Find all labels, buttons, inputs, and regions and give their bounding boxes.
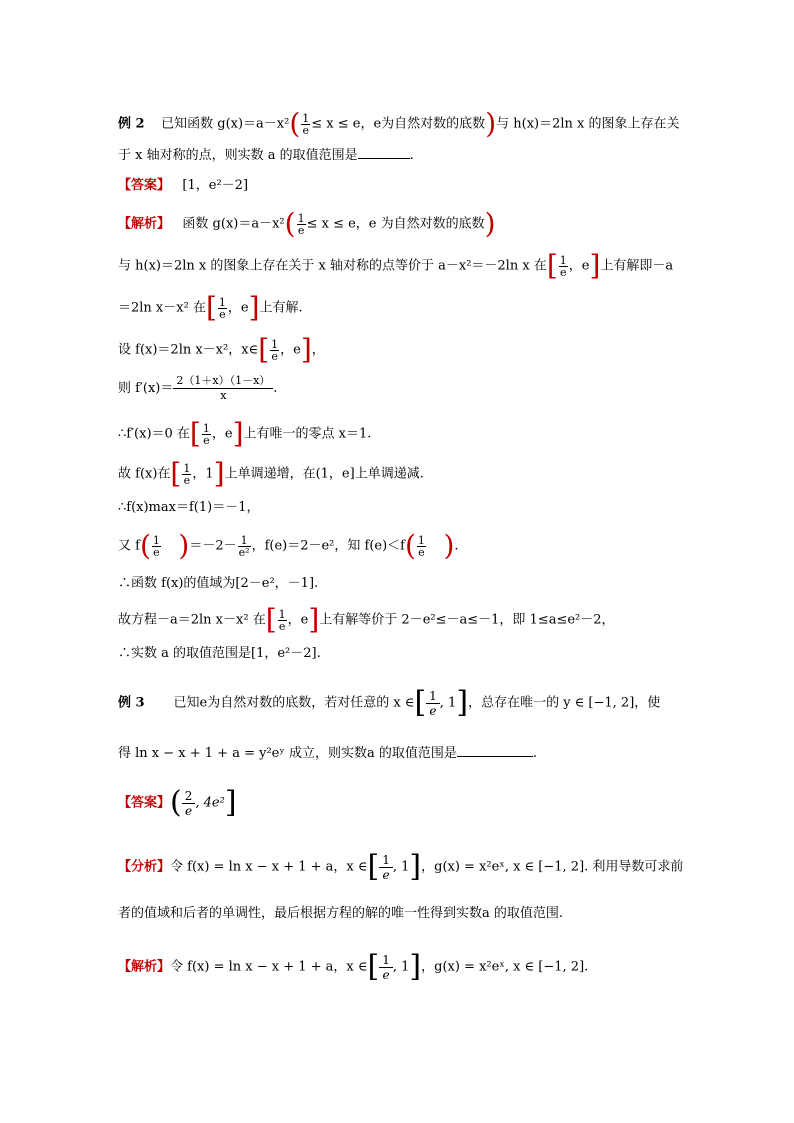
answer-value: [1，e²－2] [182, 178, 249, 193]
ex3-analysis-line2: 者的值域和后者的单调性，最后根据方程的解的唯一性得到实数a 的取值范围. [118, 906, 564, 921]
ex2-analysis-line5: 则 f′(x)＝ $\frac{2(1+x)(1-x)}{x}$ . [118, 374, 278, 402]
ex2-analysis-line6: ∴f′(x)＝0 在[ $\frac{1}{e}$ ，e]上有唯一的零点 x＝1. [118, 417, 372, 450]
ex3-analysis-line1: 【分析】令 f(x) = ln x − x + 1 + a，x ∈[ $\frac{1}{e}$ , 1]，g(x) = x²eˣ, x ∈ [−1, 2]. 利用导数可求前 [118, 849, 684, 884]
ex2-label: 例 2 [118, 116, 145, 132]
ex2-analysis-line1: 【解析】 函数 g(x)＝a－x²( $\frac{1}{e}$ ≤ x ≤ e，e 为自然对数的底数) [118, 207, 496, 240]
ex2-answer [118, 176, 248, 196]
ex2-analysis-line9: 又 f( $\frac{1}{e}$ )＝－2－ $\frac{1}{\text{e²}}$ ，f(e)＝2－e²，知 f(e)＜f( $\frac{1}{e}$ ). [118, 529, 459, 562]
ex2-analysis-line4: 设 f(x)＝2ln x－x²，x∈[ $\frac{1}{e}$ ，e]， [118, 333, 325, 366]
answer-blank [358, 144, 410, 159]
ex2-analysis-line12: ∴实数 a 的取值范围是[1，e²－2]. [118, 646, 321, 661]
answer-blank [457, 742, 533, 757]
ex3-question-line2: 得 ln x − x + 1 + a = y²eʸ 成立，则实数a 的取值范围是 . [118, 742, 537, 764]
ex2-analysis-line8: ∴f(x)max＝f(1)＝－1， [118, 500, 260, 515]
analysis-label: 【解析】 [118, 216, 171, 232]
ex2-q-cond: ≤ x ≤ e，e为自然对数的底数 [311, 116, 486, 132]
ex2-q-prefix: 已知函数 g(x)＝a－x² [161, 116, 290, 132]
ex2-analysis-line2: 与 h(x)＝2ln x 的图象上存在关于 x 轴对称的点等价于 a－x²＝－2ln x 在[ $\frac{1}{e}$ ，e]上有解即－a [118, 249, 674, 282]
ex2-question-line1: 例 2 已知函数 g(x)＝a－x²( $\frac{1}{e}$ ≤ x ≤ e，e为自然对数的底数)与 h(x)＝2ln x 的图象上存在关 [118, 107, 680, 140]
ex3-solution-line1: 【解析】令 f(x) = ln x − x + 1 + a，x ∈[ $\frac{1}{e}$ , 1]，g(x) = x²eˣ, x ∈ [−1, 2]. [118, 949, 589, 984]
ex2-analysis-line3: ＝2ln x－x² 在[ $\frac{1}{e}$ ，e]上有解. [118, 291, 303, 324]
ex2-analysis-line7: 故 f(x)在[ $\frac{1}{e}$ ，1]上单调递增，在(1，e]上单调递减. [118, 457, 424, 490]
ex3-label: 例 3 [118, 695, 145, 711]
ex3-answer: 【答案】( $\frac{2}{e}$ , 4e²] [118, 785, 237, 820]
ex3-question-line1: 例 3 已知e为自然对数的底数，若对任意的 x ∈[ $\frac{1}{e}$ , 1]，总存在唯一的 y ∈ [−1, 2]，使 [118, 685, 661, 720]
ex2-analysis-line10: ∴函数 f(x)的值域为[2－e²，－1]. [118, 576, 319, 591]
ex2-analysis-line11: 故方程－a＝2ln x－x² 在[ $\frac{1}{e}$ ，e]上有解等价于 2－e²≤－a≤－1，即 1≤a≤e²－2， [118, 603, 615, 636]
analysis-label: 【分析】 [118, 859, 171, 875]
frac-1-e: $\frac{1}{e}$ [302, 111, 310, 137]
answer-label: 【答案】 [118, 178, 171, 193]
answer-label: 【答案】 [118, 795, 171, 811]
ex2-q-mid: 与 h(x)＝2ln x 的图象上存在关 [496, 116, 680, 132]
ex2-question-line2: 于 x 轴对称的点，则实数 a 的取值范围是 . [118, 144, 414, 166]
solution-label: 【解析】 [118, 959, 171, 975]
